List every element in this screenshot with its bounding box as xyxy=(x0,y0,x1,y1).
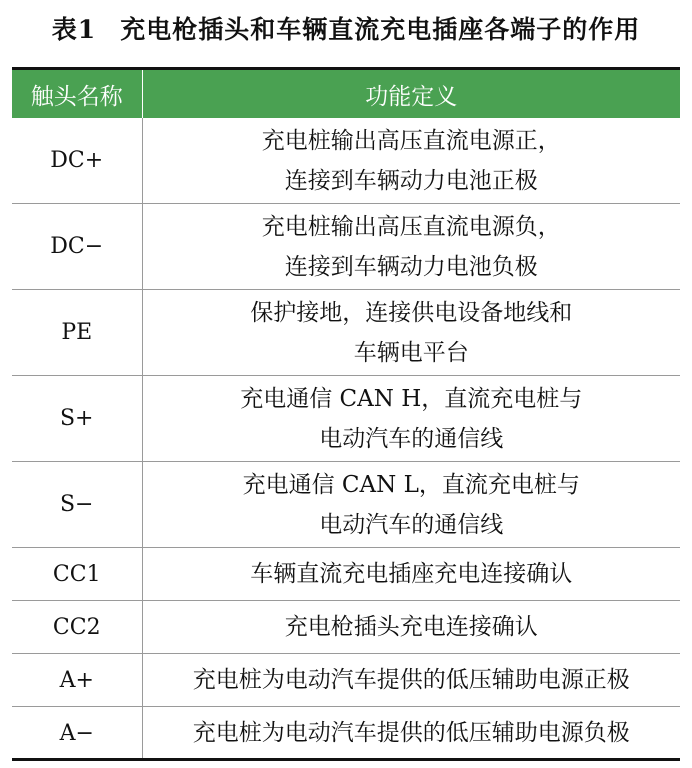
terminal-name-cell: S+ xyxy=(12,376,142,462)
function-definition-cell xyxy=(142,290,680,376)
table-row xyxy=(12,707,680,760)
table-row xyxy=(12,118,680,204)
terminal-function-table xyxy=(12,70,680,759)
terminal-name-cell: PE xyxy=(12,290,142,376)
function-text-line: 充电枪插头充电连接确认 xyxy=(284,614,538,640)
table-number: 表1 xyxy=(51,15,97,44)
function-text-line: 车辆直流充电插座充电连接确认 xyxy=(250,561,573,587)
function-text-line: 连接到车辆动力电池正极 xyxy=(284,167,538,194)
table-title: 充电枪插头和车辆直流充电插座各端子的作用 xyxy=(120,15,641,44)
terminal-name-cell: CC2 xyxy=(12,601,142,654)
header-terminal-name: 触头名称 xyxy=(12,70,142,118)
table-bottom-rule xyxy=(12,758,680,761)
terminal-name-cell: DC− xyxy=(12,204,142,290)
table-row xyxy=(12,601,680,654)
terminal-name-cell: A− xyxy=(12,707,142,760)
function-definition-cell xyxy=(142,654,680,707)
terminal-name-cell: S− xyxy=(12,462,142,548)
terminal-name-cell: DC+ xyxy=(12,118,142,204)
terminal-name-cell: A+ xyxy=(12,654,142,707)
function-text-line: 充电桩输出高压直流电源负， xyxy=(261,213,561,240)
function-definition-cell xyxy=(142,707,680,760)
function-text-line: 充电桩输出高压直流电源正， xyxy=(261,127,561,154)
function-text-line: 充电通信 CAN L，直流充电桩与 xyxy=(242,471,580,498)
function-definition-cell xyxy=(142,462,680,548)
table-caption xyxy=(0,10,692,46)
function-text-line: 充电通信 CAN H，直流充电桩与 xyxy=(240,385,583,412)
function-definition-cell xyxy=(142,204,680,290)
table-row xyxy=(12,290,680,376)
function-definition-cell xyxy=(142,548,680,601)
terminal-name-cell: CC1 xyxy=(12,548,142,601)
function-text-line: 保护接地，连接供电设备地线和 xyxy=(250,299,573,326)
table-header-row xyxy=(12,70,680,118)
function-definition-cell xyxy=(142,376,680,462)
function-text-line: 车辆电平台 xyxy=(353,339,469,366)
function-text-line: 连接到车辆动力电池负极 xyxy=(284,253,538,280)
table-row xyxy=(12,376,680,462)
table-row xyxy=(12,204,680,290)
function-text-line: 电动汽车的通信线 xyxy=(319,511,504,538)
table-row xyxy=(12,548,680,601)
function-text-line: 电动汽车的通信线 xyxy=(319,425,504,452)
table-row xyxy=(12,654,680,707)
header-function-definition: 功能定义 xyxy=(142,70,680,118)
function-text-line: 充电桩为电动汽车提供的低压辅助电源正极 xyxy=(192,667,630,693)
table-row xyxy=(12,462,680,548)
function-text-line: 充电桩为电动汽车提供的低压辅助电源负极 xyxy=(192,720,630,746)
function-definition-cell xyxy=(142,601,680,654)
function-definition-cell xyxy=(142,118,680,204)
